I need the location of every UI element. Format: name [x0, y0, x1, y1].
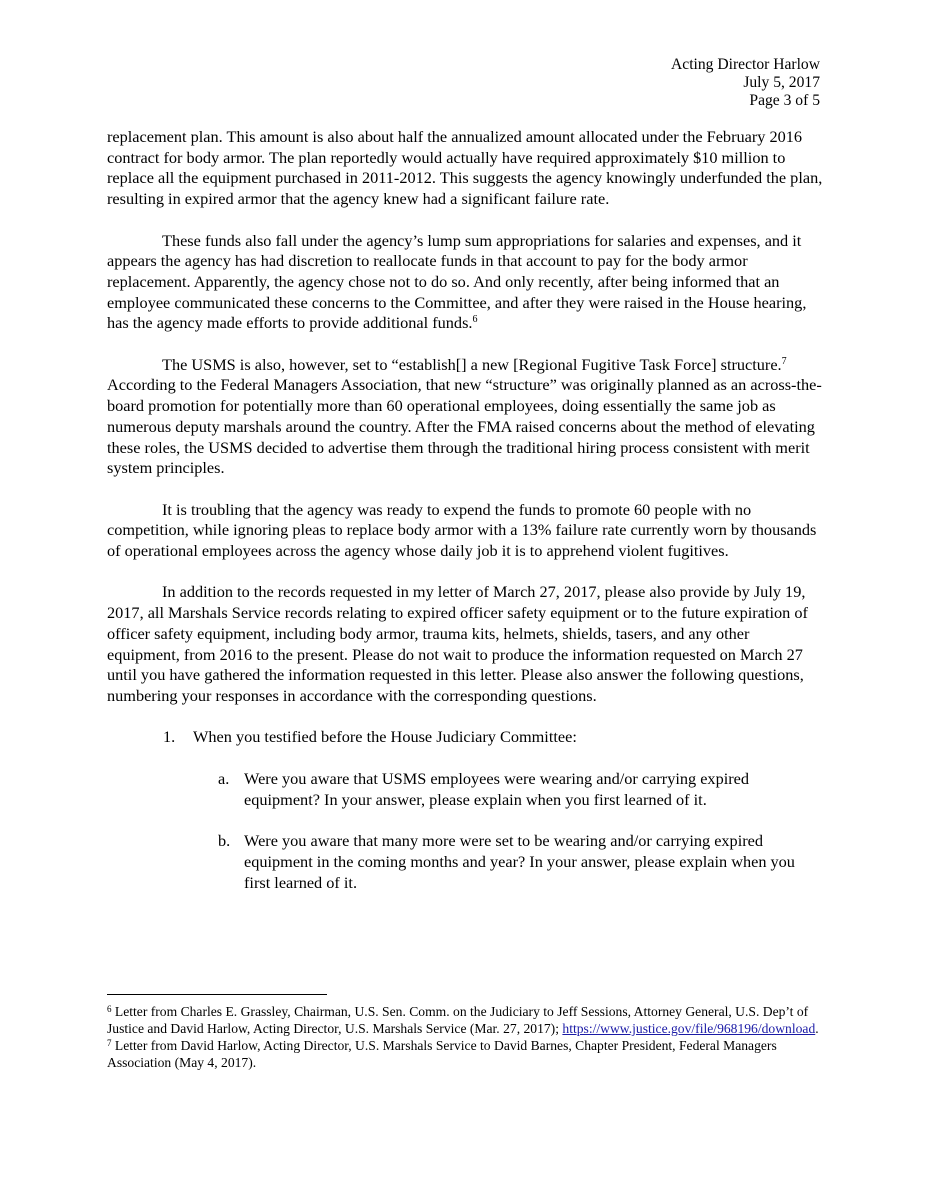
header-page-number: Page 3 of 5 — [749, 92, 820, 109]
footnote-7 — [107, 1037, 823, 1071]
header-recipient: Acting Director Harlow — [671, 56, 820, 73]
paragraph-troubling: It is troubling that the agency was ready to expend the funds to promote 60 people with no competition, while ignoring pleas to replace body armor with a 13% failure rate currently worn by thousands of operational employees across the agency whose daily job it is to apprehend violent fugitives. — [107, 499, 817, 561]
paragraph-continuation: replacement plan. This amount is also about half the annualized amount allocated under the February 2016 contract for body armor. The plan reportedly would actually have required approximately $10 million to replace all the equipment purchased in 2011-2012. This suggests the agency knowingly underfunded the plan, resulting in expired armor that the agency knew had a significant failure rate. — [107, 127, 823, 209]
footnote-6-link[interactable]: https://www.justice.gov/file/968196/download — [562, 1021, 816, 1036]
footnote-ref-6[interactable]: 6 — [472, 314, 478, 326]
question-1-number: 1. — [163, 727, 176, 747]
footnote-6-number: 6 — [107, 1004, 112, 1014]
question-1a — [218, 769, 823, 810]
footnote-divider — [107, 994, 327, 995]
question-1a-text: Were you aware that USMS employees were wearing and/or carrying expired equipment? In your answer, please explain when you first learned of it. — [244, 769, 750, 809]
header-date: July 5, 2017 — [743, 74, 820, 91]
paragraph-funds — [107, 231, 823, 335]
paragraph-task-force — [107, 355, 823, 479]
question-1b-letter: b. — [218, 831, 231, 851]
question-1b-text: Were you aware that many more were set to be wearing and/or carrying expired equipment in the coming months and year? In your answer, please explain when you first learned of it. — [244, 831, 795, 892]
question-1 — [163, 727, 823, 748]
footnote-6-text: Letter from Charles E. Grassley, Chairman, U.S. Sen. Comm. on the Judiciary to Jeff Sessions, Attorney General, U.S. Dep’t of Justice and David Harlow, Acting Director, U.S. Marshals Service (Mar. 27, 2017); — [107, 1004, 809, 1036]
footnote-6-end: . — [815, 1021, 819, 1036]
footnote-ref-7[interactable]: 7 — [781, 355, 787, 367]
question-1b — [218, 831, 823, 893]
footnote-7-text: Letter from David Harlow, Acting Director, U.S. Marshals Service to David Barnes, Chapter President, Federal Managers Association (May 4, 2017). — [107, 1038, 777, 1070]
paragraph-records-request: In addition to the records requested in my letter of March 27, 2017, please also provide by July 19, 2017, all Marshals Service records relating to expired officer safety equipment or to the future expiration of officer safety equipment, including body armor, trauma kits, helmets, shields, tasers, and any other equipment, from 2016 to the present. Please do not wait to produce the information requested on March 27 until you have gathered the information requested in this letter. Please also answer the following questions, numbering your responses in accordance with the corresponding questions. — [107, 582, 808, 705]
paragraph-task-force-text-b: According to the Federal Managers Association, that new “structure” was originally planned as an across-the-board promotion for potentially more than 60 operational employees, doing essentially the same job as numerous deputy marshals around the country. After the FMA raised concerns about the method of elevating these roles, the USMS decided to advertise them through the traditional hiring process consistent with merit system principles. — [107, 375, 822, 478]
footnotes — [107, 1003, 823, 1071]
question-1-text: When you testified before the House Judiciary Committee: — [193, 727, 577, 747]
letter-body — [107, 127, 823, 915]
paragraph-task-force-text-a: The USMS is also, however, set to “establish[] a new [Regional Fugitive Task Force] structure. — [162, 354, 782, 374]
question-1a-letter: a. — [218, 769, 230, 789]
page-header — [671, 56, 820, 110]
footnote-6 — [107, 1003, 823, 1037]
paragraph-funds-text: These funds also fall under the agency’s lump sum appropriations for salaries and expenses, and it appears the agency has had discretion to reallocate funds in that account to pay for the body armor replacement. Apparently, the agency chose not to do so. And only recently, after being informed that an employee communicated these concerns to the Committee, and after they were raised in the House hearing, has the agency made efforts to provide additional funds. — [107, 230, 807, 333]
footnote-7-number: 7 — [107, 1038, 112, 1048]
